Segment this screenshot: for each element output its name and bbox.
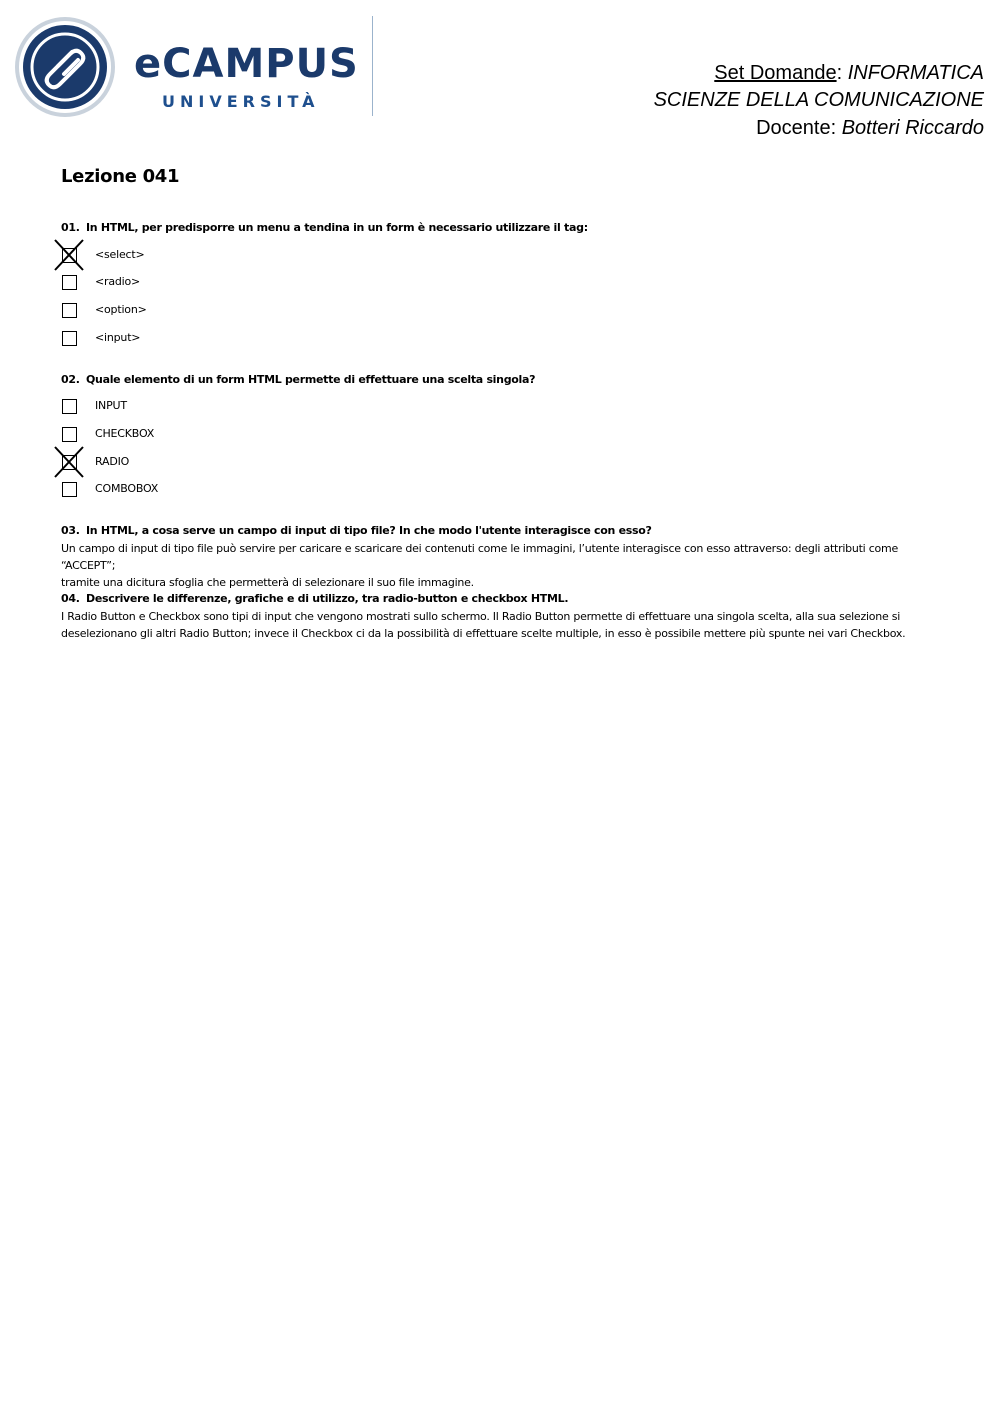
question-text: Quale elemento di un form HTML permette di effettuare una scelta singola? [86,373,536,386]
answer-4 [61,608,941,642]
university-seal-icon [14,16,116,118]
cross-mark-icon [53,238,85,272]
ecampus-logo [14,16,374,120]
checkbox[interactable] [62,303,77,318]
question-text: In HTML, per predisporre un menu a tendina in un form è necessario utilizzare il tag: [86,221,588,234]
answer-line: Un campo di input di tipo file può servire per caricare e scaricare dei contenuti come le immagini, l’utente interagisce con esso attraverso: degli attributi come “ACCEPT”; [61,542,898,572]
lesson-title: Lezione 041 [61,166,180,187]
teacher-label: Docente: [756,117,842,139]
option-label: <option> [95,303,147,316]
checkbox[interactable] [62,399,77,414]
answer-line: I Radio Button e Checkbox sono tipi di input che vengono mostrati sullo schermo. Il Radio Button permette di effettuare una singola scelta, alla sua selezione si [61,610,901,623]
question-text: Descrivere le differenze, grafiche e di utilizzo, tra radio-button e checkbox HTML. [86,592,569,605]
answer-3 [61,540,941,591]
checkbox[interactable] [62,427,77,442]
question-1 [61,221,588,234]
question-number: 04. [61,592,80,605]
header-divider [372,16,373,116]
set-label: Set Domande [714,62,837,84]
option-label: RADIO [95,455,130,468]
checkbox[interactable] [62,275,77,290]
option-label: <select> [95,248,145,261]
checkbox[interactable] [62,331,77,346]
cross-mark-icon [53,445,85,479]
subject-name: INFORMATICA [847,62,984,84]
course-name: SCIENZE DELLA COMUNICAZIONE [653,89,984,111]
option-label: COMBOBOX [95,482,159,495]
logo-wordmark: eCAMPUS [134,41,359,87]
option-label: INPUT [95,399,127,412]
answer-line: tramite una dicitura sfoglia che permetterà di selezionare il suo file immagine. [61,576,474,589]
option-label: <radio> [95,275,141,288]
question-text: In HTML, a cosa serve un campo di input di tipo file? In che modo l'utente interagisce con esso? [86,524,652,537]
question-number: 03. [61,524,80,537]
answer-line: deselezionano gli altri Radio Button; invece il Checkbox ci da la possibilità di effettuare scelte multiple, in esso è possibile mettere più spunte nei vari Checkbox. [61,627,906,640]
set-colon: : [836,62,848,84]
question-number: 01. [61,221,80,234]
question-2 [61,373,535,386]
option-label: <input> [95,331,141,344]
teacher-line [756,115,984,142]
question-set-line [714,60,984,87]
logo-subtitle: UNIVERSITÀ [162,92,320,111]
teacher-name: Botteri Riccardo [841,117,984,139]
checkbox[interactable] [62,482,77,497]
question-4 [61,592,568,605]
question-3 [61,524,652,537]
question-number: 02. [61,373,80,386]
option-label: CHECKBOX [95,427,155,440]
